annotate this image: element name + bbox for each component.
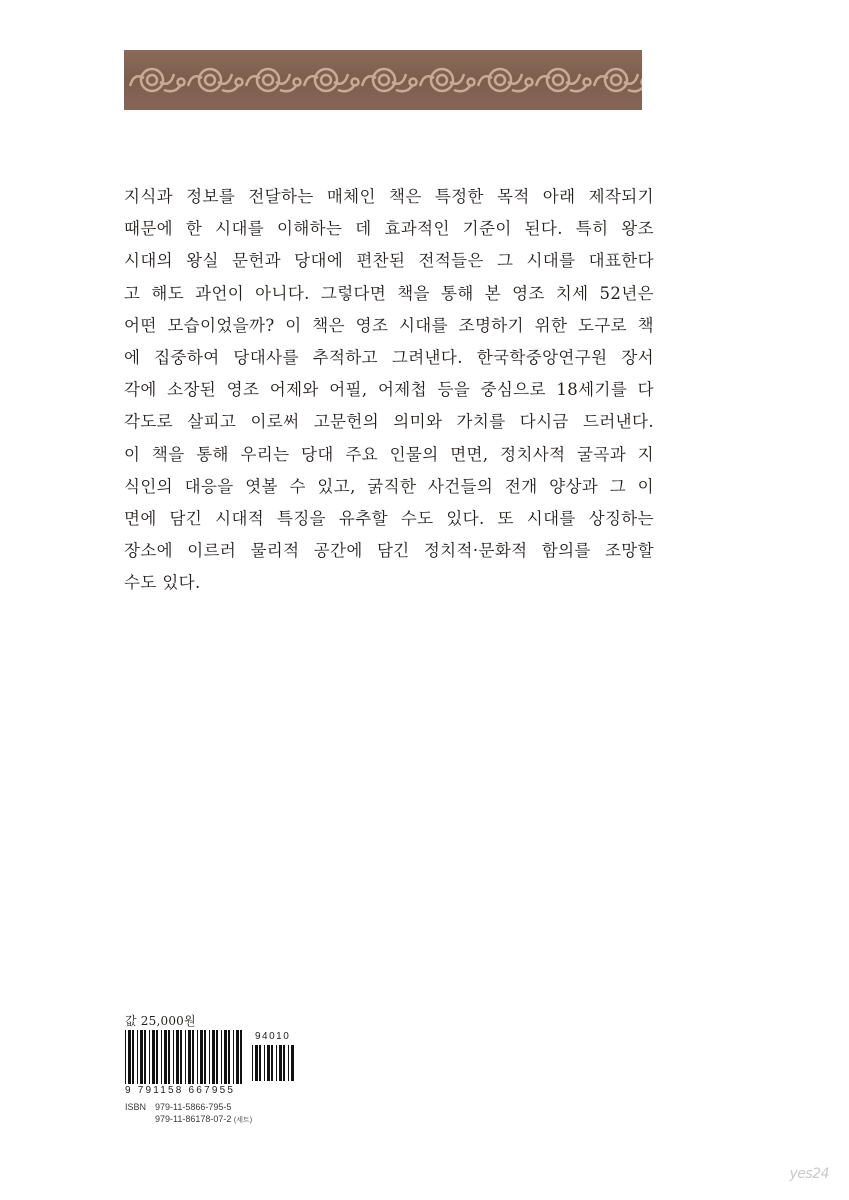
blurb-line: 각에 소장된 영조 어제와 어필, 어제첩 등을 중심으로 18세기를 다 bbox=[124, 380, 654, 400]
isbn-row bbox=[125, 1101, 252, 1113]
cloud-scroll bbox=[536, 69, 591, 91]
barcode-bar bbox=[264, 1045, 265, 1081]
barcode-bar bbox=[149, 1030, 150, 1084]
barcode-bar bbox=[185, 1030, 186, 1084]
barcode-bar bbox=[144, 1030, 146, 1084]
isbn-info bbox=[125, 1101, 252, 1127]
barcode-bar bbox=[173, 1030, 174, 1084]
barcode-digits: 9 791158 667955 bbox=[125, 1085, 236, 1096]
blurb-line: 각도로 살피고 이로써 고문헌의 의미와 가치를 다시금 드러낸다. bbox=[124, 412, 654, 432]
barcode-bar bbox=[204, 1030, 206, 1084]
cloud-scroll bbox=[246, 69, 301, 91]
barcode-bar bbox=[192, 1030, 194, 1084]
barcode-bar bbox=[200, 1030, 203, 1084]
barcode-bar bbox=[152, 1030, 155, 1084]
barcode-bar bbox=[224, 1030, 227, 1084]
barcode-bar bbox=[168, 1030, 170, 1084]
barcode-bar bbox=[216, 1030, 218, 1084]
barcode-bar bbox=[176, 1030, 179, 1084]
back-cover-blurb bbox=[124, 181, 654, 600]
barcode-bar bbox=[276, 1045, 277, 1081]
barcode-bar bbox=[156, 1030, 158, 1084]
cloud-scroll bbox=[362, 69, 417, 91]
blurb-line: 수도 있다. bbox=[124, 573, 201, 593]
barcode-bar bbox=[212, 1030, 215, 1084]
blurb-line: 이 책을 통해 우리는 당대 주요 인물의 면면, 정치사적 굴곡과 지 bbox=[124, 444, 654, 464]
barcode-bar bbox=[271, 1045, 273, 1081]
barcode-bar bbox=[209, 1030, 210, 1084]
cloud-scroll bbox=[478, 69, 533, 91]
barcode-bar bbox=[279, 1045, 282, 1081]
barcode-bar bbox=[288, 1045, 289, 1081]
yes24-watermark: yes24 bbox=[789, 1166, 829, 1182]
cloud-scroll bbox=[594, 69, 642, 91]
barcode-bar bbox=[161, 1030, 162, 1084]
cloud-scroll bbox=[130, 69, 185, 91]
blurb-line: 장소에 이르러 물리적 공간에 담긴 정치적·문화적 함의를 조망할 bbox=[124, 541, 654, 561]
blurb-line: 식인의 대응을 엿볼 수 있고, 굵직한 사건들의 전개 양상과 그 이 bbox=[124, 476, 654, 496]
blurb-line: 면에 담긴 시대적 특징을 유추할 수도 있다. 또 시대를 상징하는 bbox=[124, 509, 654, 529]
isbn-number: 979-11-5866-795-5 bbox=[155, 1102, 232, 1112]
barcode-bar bbox=[252, 1045, 253, 1081]
isbn-set-row bbox=[125, 1113, 252, 1127]
barcode-bar bbox=[233, 1030, 234, 1084]
barcode-addon-digits: 94010 bbox=[255, 1031, 291, 1042]
blurb-line: 시대의 왕실 문헌과 당대에 편찬된 전적들은 그 시대를 대표한다 bbox=[124, 251, 654, 271]
barcode-bar bbox=[197, 1030, 198, 1084]
barcode-bar bbox=[259, 1045, 261, 1081]
addon-barcode bbox=[252, 1045, 297, 1081]
blurb-line: 때문에 한 시대를 이해하는 데 효과적인 기준이 된다. 특히 왕조 bbox=[124, 219, 654, 239]
blurb-line: 에 집중하여 당대사를 추적하고 그려낸다. 한국학중앙연구원 장서 bbox=[124, 348, 654, 368]
cloud-motif-graphic bbox=[124, 50, 642, 110]
barcode-bar bbox=[228, 1030, 230, 1084]
cloud-pattern-banner bbox=[124, 50, 642, 110]
cloud-scroll bbox=[420, 69, 475, 91]
isbn-set-number: 979-11-86178-07-2 bbox=[155, 1114, 232, 1124]
barcode-bar bbox=[137, 1030, 138, 1084]
barcode-bar bbox=[164, 1030, 167, 1084]
barcode-bar bbox=[221, 1030, 222, 1084]
barcode-bar bbox=[255, 1045, 258, 1081]
barcode-bar bbox=[132, 1030, 134, 1084]
barcode-bar bbox=[188, 1030, 191, 1084]
barcode-bar bbox=[180, 1030, 182, 1084]
barcode-bar bbox=[291, 1045, 294, 1081]
barcode-bar bbox=[236, 1030, 239, 1084]
barcode-bar bbox=[128, 1030, 131, 1084]
isbn-label: ISBN bbox=[125, 1102, 147, 1112]
cloud-scroll bbox=[188, 69, 243, 91]
blurb-line: 어떤 모습이었을까? 이 책은 영조 시대를 조명하기 위한 도구로 책 bbox=[124, 315, 654, 335]
barcode-bar bbox=[267, 1045, 270, 1081]
blurb-line: 지식과 정보를 전달하는 매체인 책은 특정한 목적 아래 제작되기 bbox=[124, 187, 654, 206]
isbn-set-label: (세트) bbox=[233, 1117, 253, 1124]
barcode-bar bbox=[125, 1030, 126, 1084]
barcode-bar bbox=[283, 1045, 285, 1081]
cloud-scroll bbox=[304, 69, 359, 91]
blurb-line: 고 해도 과언이 아니다. 그렇다면 책을 통해 본 영조 치세 52년은 bbox=[124, 283, 654, 303]
barcode-bar bbox=[140, 1030, 143, 1084]
price-label: 값 25,000원 bbox=[125, 1014, 196, 1028]
barcode-bar bbox=[240, 1030, 242, 1084]
